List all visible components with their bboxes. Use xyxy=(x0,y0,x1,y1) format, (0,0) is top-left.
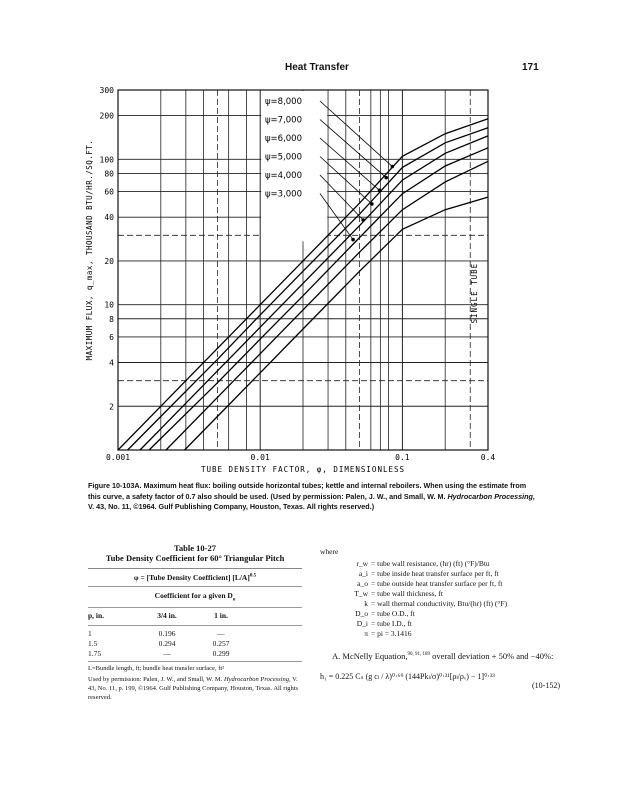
series-label: ψ=5,000 xyxy=(264,152,303,163)
running-header: Heat Transfer xyxy=(285,62,349,73)
x-tick-label: 0.001 xyxy=(105,453,131,462)
leader-arrow xyxy=(320,101,392,167)
table-header-row xyxy=(88,608,302,625)
definition-item xyxy=(342,569,560,579)
y-tick-label: 10 xyxy=(104,300,114,310)
where-label: where xyxy=(320,547,339,556)
formula-exp: 0.5 xyxy=(249,573,257,579)
x-axis-label: TUBE DENSITY FACTOR, φ, DIMENSIONLESS xyxy=(200,465,406,474)
series-label: ψ=4,000 xyxy=(264,171,303,181)
mcnelly-tail: overall deviation + 50% and −40%: xyxy=(430,650,554,661)
table-subtitle: Tube Density Coefficient for 60° Triangular Pitch xyxy=(105,553,285,563)
definition-item xyxy=(342,609,560,619)
definition-text: = tube I.D., ft xyxy=(371,619,412,628)
definition-text: = tube O.D., ft xyxy=(371,609,415,618)
definition-symbol: a_o xyxy=(357,579,368,588)
cell: 1.5 xyxy=(88,638,98,648)
definition-symbol: k xyxy=(364,599,368,608)
definition-item xyxy=(342,589,560,599)
definition-symbol: D_o xyxy=(355,609,368,618)
definition-symbol: π xyxy=(364,629,368,638)
cell: — xyxy=(163,648,171,658)
table-10-27 xyxy=(88,543,302,702)
col-header: p, in. xyxy=(88,610,105,620)
definition-item xyxy=(342,559,560,569)
y-axis-label: MAXIMUM FLUX, q_max, THOUSAND BTU/HR./SQ.FT. xyxy=(85,139,94,361)
table-title: Table 10-27 xyxy=(174,543,216,553)
definition-item xyxy=(342,599,560,609)
arrow-head-icon xyxy=(378,189,382,193)
table-group-header xyxy=(88,587,302,607)
mcnelly-text: A. McNelly Equation, xyxy=(332,650,408,661)
definition-symbol: D_i xyxy=(356,619,368,628)
cell: — xyxy=(217,628,225,638)
mcnelly-refs: 90, 91, 189 xyxy=(407,652,431,657)
y-tick-label: 60 xyxy=(104,187,114,197)
y-tick-label: 100 xyxy=(99,155,114,165)
arrow-head-icon xyxy=(361,218,365,222)
group-header-sub: o xyxy=(232,597,236,603)
definition-text: = wall thermal conductivity, Btu/(hr) (ft) (°F) xyxy=(371,599,508,608)
caption-text: Maximum heat flux: boiling outside horizontal tubes; kettle and internal reboilers. When using the estimate from this curve, a safety factor of 0.7 also should be used. (Used by permission: Palen, J. W., and Small, W. M. xyxy=(88,481,527,501)
arrow-head-icon xyxy=(351,238,355,242)
definition-text: = tube inside heat transfer surface per ft, ft xyxy=(371,569,499,578)
formula-text: φ = [Tube Density Coefficient] [L/A] xyxy=(133,573,250,582)
definitions-list xyxy=(342,559,560,639)
table-row xyxy=(88,649,302,659)
arrow-head-icon xyxy=(370,202,374,206)
series-label: ψ=7,000 xyxy=(264,115,303,126)
caption-label: Figure 10-103A. xyxy=(88,481,142,490)
definition-text: = tube wall resistance, (hr) (ft) (°F)/Btu xyxy=(371,559,490,568)
x-tick-label: 0.01 xyxy=(250,453,270,462)
definition-text: = pi = 3.1416 xyxy=(371,629,412,638)
cell: 0.294 xyxy=(158,638,176,648)
page-number: 171 xyxy=(522,62,539,73)
definition-symbol: T_w xyxy=(354,589,368,598)
y-tick-label: 20 xyxy=(104,256,114,266)
x-tick-label: 0.1 xyxy=(395,453,410,462)
definition-symbol: r_w xyxy=(356,559,368,568)
y-tick-label: 200 xyxy=(99,111,114,121)
y-tick-label: 6 xyxy=(109,332,114,342)
cell: 1.75 xyxy=(88,648,102,658)
definition-item xyxy=(342,629,560,639)
source-journal: Hydrocarbon Processing, xyxy=(223,675,291,683)
definition-text: = tube outside heat transfer surface per ft, ft xyxy=(371,579,503,588)
cell: 0.299 xyxy=(212,648,230,658)
cell: 0.196 xyxy=(158,628,176,638)
arrow-head-icon xyxy=(391,165,395,169)
series-label: ψ=6,000 xyxy=(264,134,303,144)
where-block xyxy=(320,547,560,690)
series-label: ψ=3,000 xyxy=(264,189,303,200)
definition-text: = tube wall thickness, ft xyxy=(371,589,443,598)
definition-item xyxy=(342,619,560,629)
group-header-text: Coefficient for a given D xyxy=(154,591,233,600)
caption-journal: Hydrocarbon Processing, xyxy=(447,491,535,501)
series-label: ψ=8,000 xyxy=(264,97,303,107)
y-tick-label: 300 xyxy=(99,86,114,95)
cell: 1 xyxy=(88,628,92,638)
legend-box xyxy=(261,91,327,241)
max-heat-flux-chart xyxy=(70,80,510,475)
single-tube-label: SINGLE TUBE xyxy=(469,262,479,324)
definition-item xyxy=(342,579,560,589)
y-tick-label: 40 xyxy=(104,213,114,223)
equation-number: (10-152) xyxy=(532,680,560,690)
source-text: Used by permission: Palen, J. W., and Small, W. M. xyxy=(88,675,224,683)
y-tick-label: 8 xyxy=(109,314,114,324)
definition-symbol: a_i xyxy=(358,569,368,578)
table-row xyxy=(88,629,302,639)
arrow-head-icon xyxy=(384,176,388,180)
y-tick-label: 80 xyxy=(104,169,114,179)
col-header: 3/4 in. xyxy=(157,610,177,620)
x-tick-label: 0.4 xyxy=(480,453,496,462)
y-tick-label: 2 xyxy=(109,402,114,412)
source-tail: V. 43, No. 11, p. 199, ©1964. Gulf Publishing Company, Houston, Texas. All rights reserved. xyxy=(88,675,299,701)
cell: 0.257 xyxy=(212,638,230,648)
equation: h₁ = 0.225 Cₛ (g cₗ / λ)⁰·⁶⁹ (144Pkₗ/σ)⁰·³¹[ρₗ/ρᵥ) − 1]⁰·³³ xyxy=(320,671,495,681)
table-footnote: L=Bundle length, ft; bundle heat transfer surface, ft² xyxy=(88,664,225,672)
col-header: 1 in. xyxy=(214,610,228,620)
caption-tail: V. 43, No. 11, ©1964. Gulf Publishing Company, Houston, Texas. All rights reserved.) xyxy=(88,502,375,511)
y-tick-label: 4 xyxy=(109,358,114,368)
figure-caption xyxy=(88,481,540,513)
table-source xyxy=(88,675,302,702)
leader-arrow xyxy=(320,120,386,178)
mcnelly-heading xyxy=(320,649,560,662)
table-formula xyxy=(88,569,302,586)
table-row xyxy=(88,639,302,649)
